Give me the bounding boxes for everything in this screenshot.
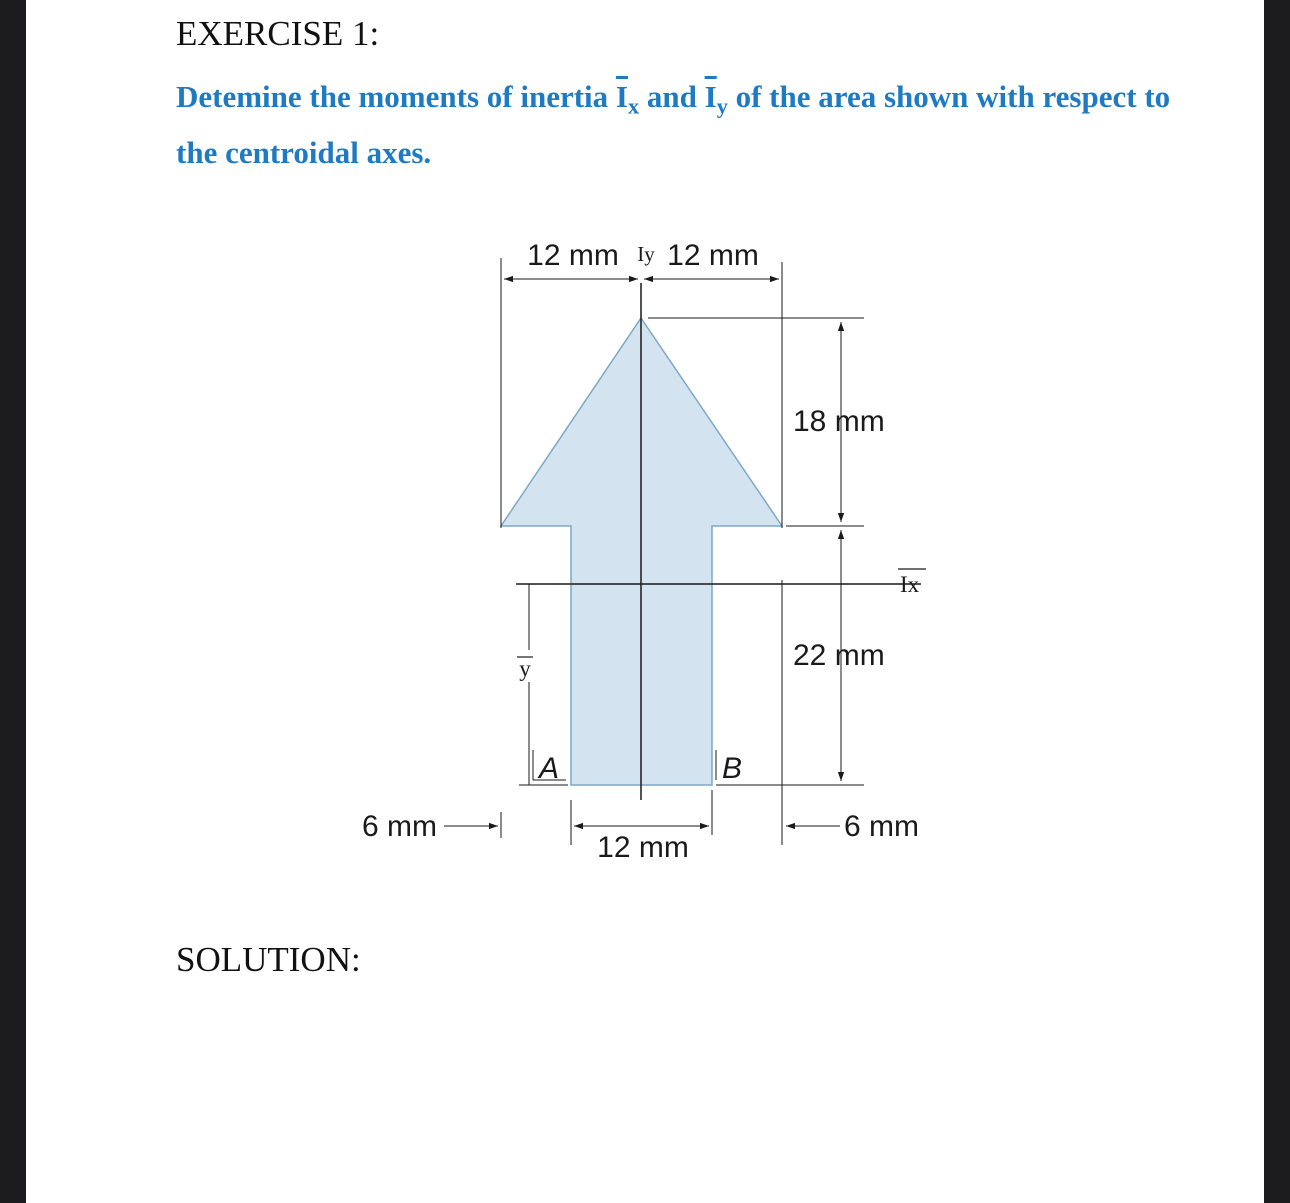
arrow-area-figure (26, 0, 1264, 1203)
dim-head-height-label: 18 mm (793, 405, 885, 438)
problem-text-1: Detemine the moments of inertia (176, 79, 616, 114)
exercise-title: EXERCISE 1: (176, 14, 380, 53)
problem-text-2: and (639, 79, 705, 114)
iy-subscript: y (716, 93, 728, 119)
ix-axis-label: Ix (900, 572, 920, 597)
dim-top-left-label: 12 mm (527, 239, 619, 272)
ybar-label: y (519, 656, 531, 681)
iy-axis-label: Iy (637, 242, 655, 266)
dim-bottom-left-label: 6 mm (362, 810, 437, 843)
dim-bottom-center-label: 12 mm (597, 831, 689, 864)
point-a-label: A (538, 752, 560, 785)
point-b-label: B (721, 752, 743, 785)
ix-symbol: $\overline{I}$ (615, 79, 628, 114)
dim-top-right-label: 12 mm (667, 239, 759, 272)
dim-stem-height-label: 22 mm (793, 639, 885, 672)
dim-bottom-right-label: 6 mm (844, 810, 919, 843)
iy-symbol: $\overline{I}$ (704, 79, 717, 114)
solution-label: SOLUTION: (176, 940, 361, 979)
problem-text-3: of the area shown with respect to the centroidal axes. (176, 79, 1171, 170)
ix-subscript: x (627, 93, 640, 119)
document-page (26, 0, 1264, 1203)
